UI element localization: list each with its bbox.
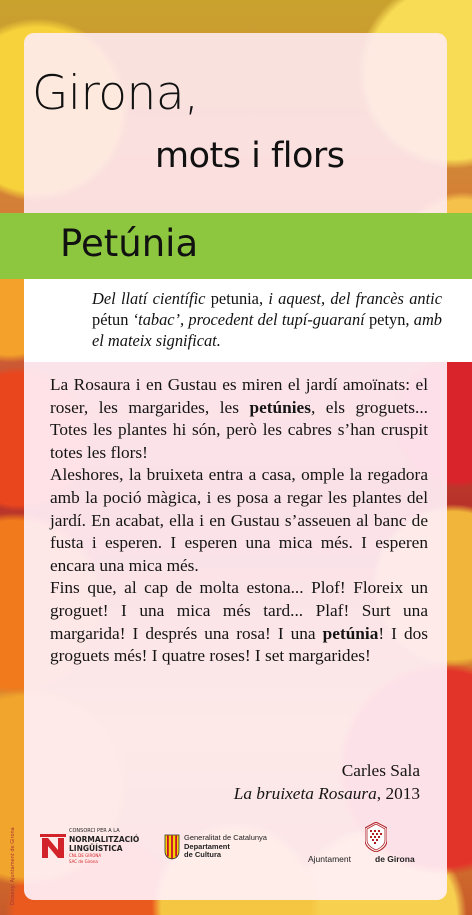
sponsor-logos (24, 820, 447, 880)
girona-text (308, 854, 415, 864)
generalitat-line: Generalitat de Catalunya (184, 833, 267, 843)
generalitat-logo (164, 834, 267, 860)
cpnl-n-icon (40, 834, 66, 860)
girona-text-left: Ajuntament (308, 854, 351, 864)
etymology-word: pétun (92, 310, 129, 329)
story-span: ! I dos groguets més! I quatre roses! I set margarides! (50, 623, 428, 666)
book-title: La bruixeta Rosaura (233, 784, 377, 803)
generalitat-line: de Cultura (184, 850, 222, 860)
cpnl-logo (40, 828, 139, 866)
generalitat-shield-icon (164, 834, 180, 860)
story-paragraph (50, 577, 428, 667)
girona-text-right: de Girona (375, 854, 415, 864)
story-paragraph (50, 374, 428, 464)
story-span: Fins que, al cap de molta estona... Plof! Floreix un groguet! I una mica més tard... Plaf! Surt una margarida! I després una rosa! I una (50, 578, 428, 643)
etymology-part: ‘tabac’, procedent del tupí-guaraní (128, 310, 369, 329)
cpnl-line: NORMALITZACIÓ (69, 834, 140, 844)
cpnl-line: LINGÜÍSTICA (69, 843, 123, 853)
etymology-part: , i aquest, del francès antic (258, 289, 442, 308)
page-title: Girona, (32, 66, 199, 121)
etymology-word: petyn (368, 310, 406, 329)
signature (234, 759, 420, 805)
generalitat-line: Departament (184, 841, 230, 851)
etymology-part: Del llatí científic (92, 289, 211, 308)
cpnl-line: CONSORCI PER A LA (69, 828, 120, 834)
story-span: La Rosaura i en Gustau es miren el jardí amoïnats: el roser, les margarides, les (50, 375, 428, 417)
book-reference (234, 782, 420, 805)
book-year: , 2013 (376, 784, 420, 803)
author-name: Carles Sala (341, 761, 420, 780)
etymology-part: , amb el mateix significat. (92, 310, 442, 350)
cpnl-line: CNL DE GIRONA (69, 852, 102, 858)
etymology-word: petunia (210, 289, 259, 308)
story-highlight: petúnia (322, 623, 379, 643)
cpnl-line: SAC de Girona (69, 859, 98, 864)
design-credit: Disseny: Ajuntament de Girona (10, 827, 16, 905)
story-text (50, 374, 428, 668)
title-panel (24, 33, 447, 213)
generalitat-text (184, 834, 267, 860)
flower-name: Petúnia (60, 222, 199, 265)
story-paragraph: Aleshores, la bruixeta entra a casa, omple la regadora amb la poció màgica, i es posa a regar les plantes del jardí. En acabat, ella i en Gustau s’asseuen al banc de fusta i esperen. I esperen una mica més. I esperen encara una mica més. (50, 465, 428, 575)
etymology-text (92, 288, 442, 351)
girona-shield-icon (365, 822, 387, 852)
story-highlight: petúnies (249, 397, 311, 417)
girona-city-logo (308, 822, 438, 872)
page-subtitle: mots i flors (155, 136, 345, 176)
story-span: , els groguets... Totes les plantes hi són, però les cabres s’han cruspit totes les flors! (50, 397, 428, 462)
cpnl-text (69, 828, 139, 866)
